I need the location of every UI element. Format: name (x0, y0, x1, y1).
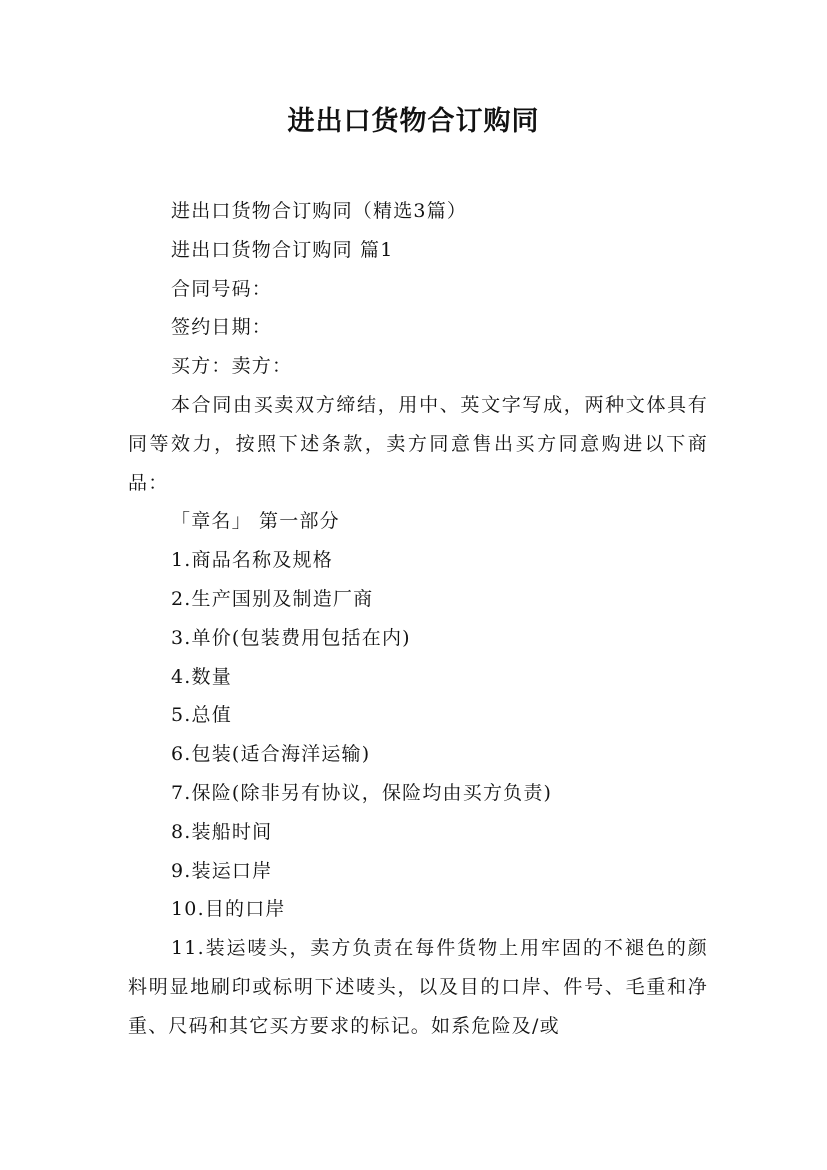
document-title: 进出口货物合订购同 (287, 106, 540, 137)
intro-line: 进出口货物合订购同（精选3篇） (171, 200, 468, 222)
list-item: 3.单价(包装费用包括在内) (171, 626, 411, 649)
list-item: 8.装船时间 (171, 820, 273, 843)
contract-number-line: 合同号码： (171, 277, 273, 300)
parties-line: 买方：卖方： (171, 355, 293, 378)
document-body (128, 192, 708, 1046)
list-item: 7.保险(除非另有协议，保险均由买方负责) (171, 781, 553, 804)
preamble-paragraph: 本合同由买卖双方缔结，用中、英文字写成，两种文体具有同等效力，按照下述条款，卖方同意售出买方同意购进以下商品： (128, 393, 708, 494)
list-item: 5.总值 (171, 704, 232, 727)
chapter-heading: 「章名」 第一部分 (171, 510, 340, 533)
sign-date-line: 签约日期： (171, 316, 273, 339)
clause-11-paragraph: 11.装运唛头，卖方负责在每件货物上用牢固的不褪色的颜料明显地刷印或标明下述唛头，以及目的口岸、件号、毛重和净重、尺码和其它买方要求的标记。如系危险及/或 (128, 937, 708, 1037)
list-item: 10.目的口岸 (171, 898, 286, 921)
section-heading: 进出口货物合订购同 篇1 (171, 238, 394, 261)
list-item: 6.包装(适合海洋运输) (171, 743, 371, 766)
list-item: 2.生产国别及制造厂商 (171, 587, 374, 610)
list-item: 4.数量 (171, 665, 232, 688)
list-item: 1.商品名称及规格 (171, 549, 333, 572)
list-item: 9.装运口岸 (171, 859, 273, 882)
